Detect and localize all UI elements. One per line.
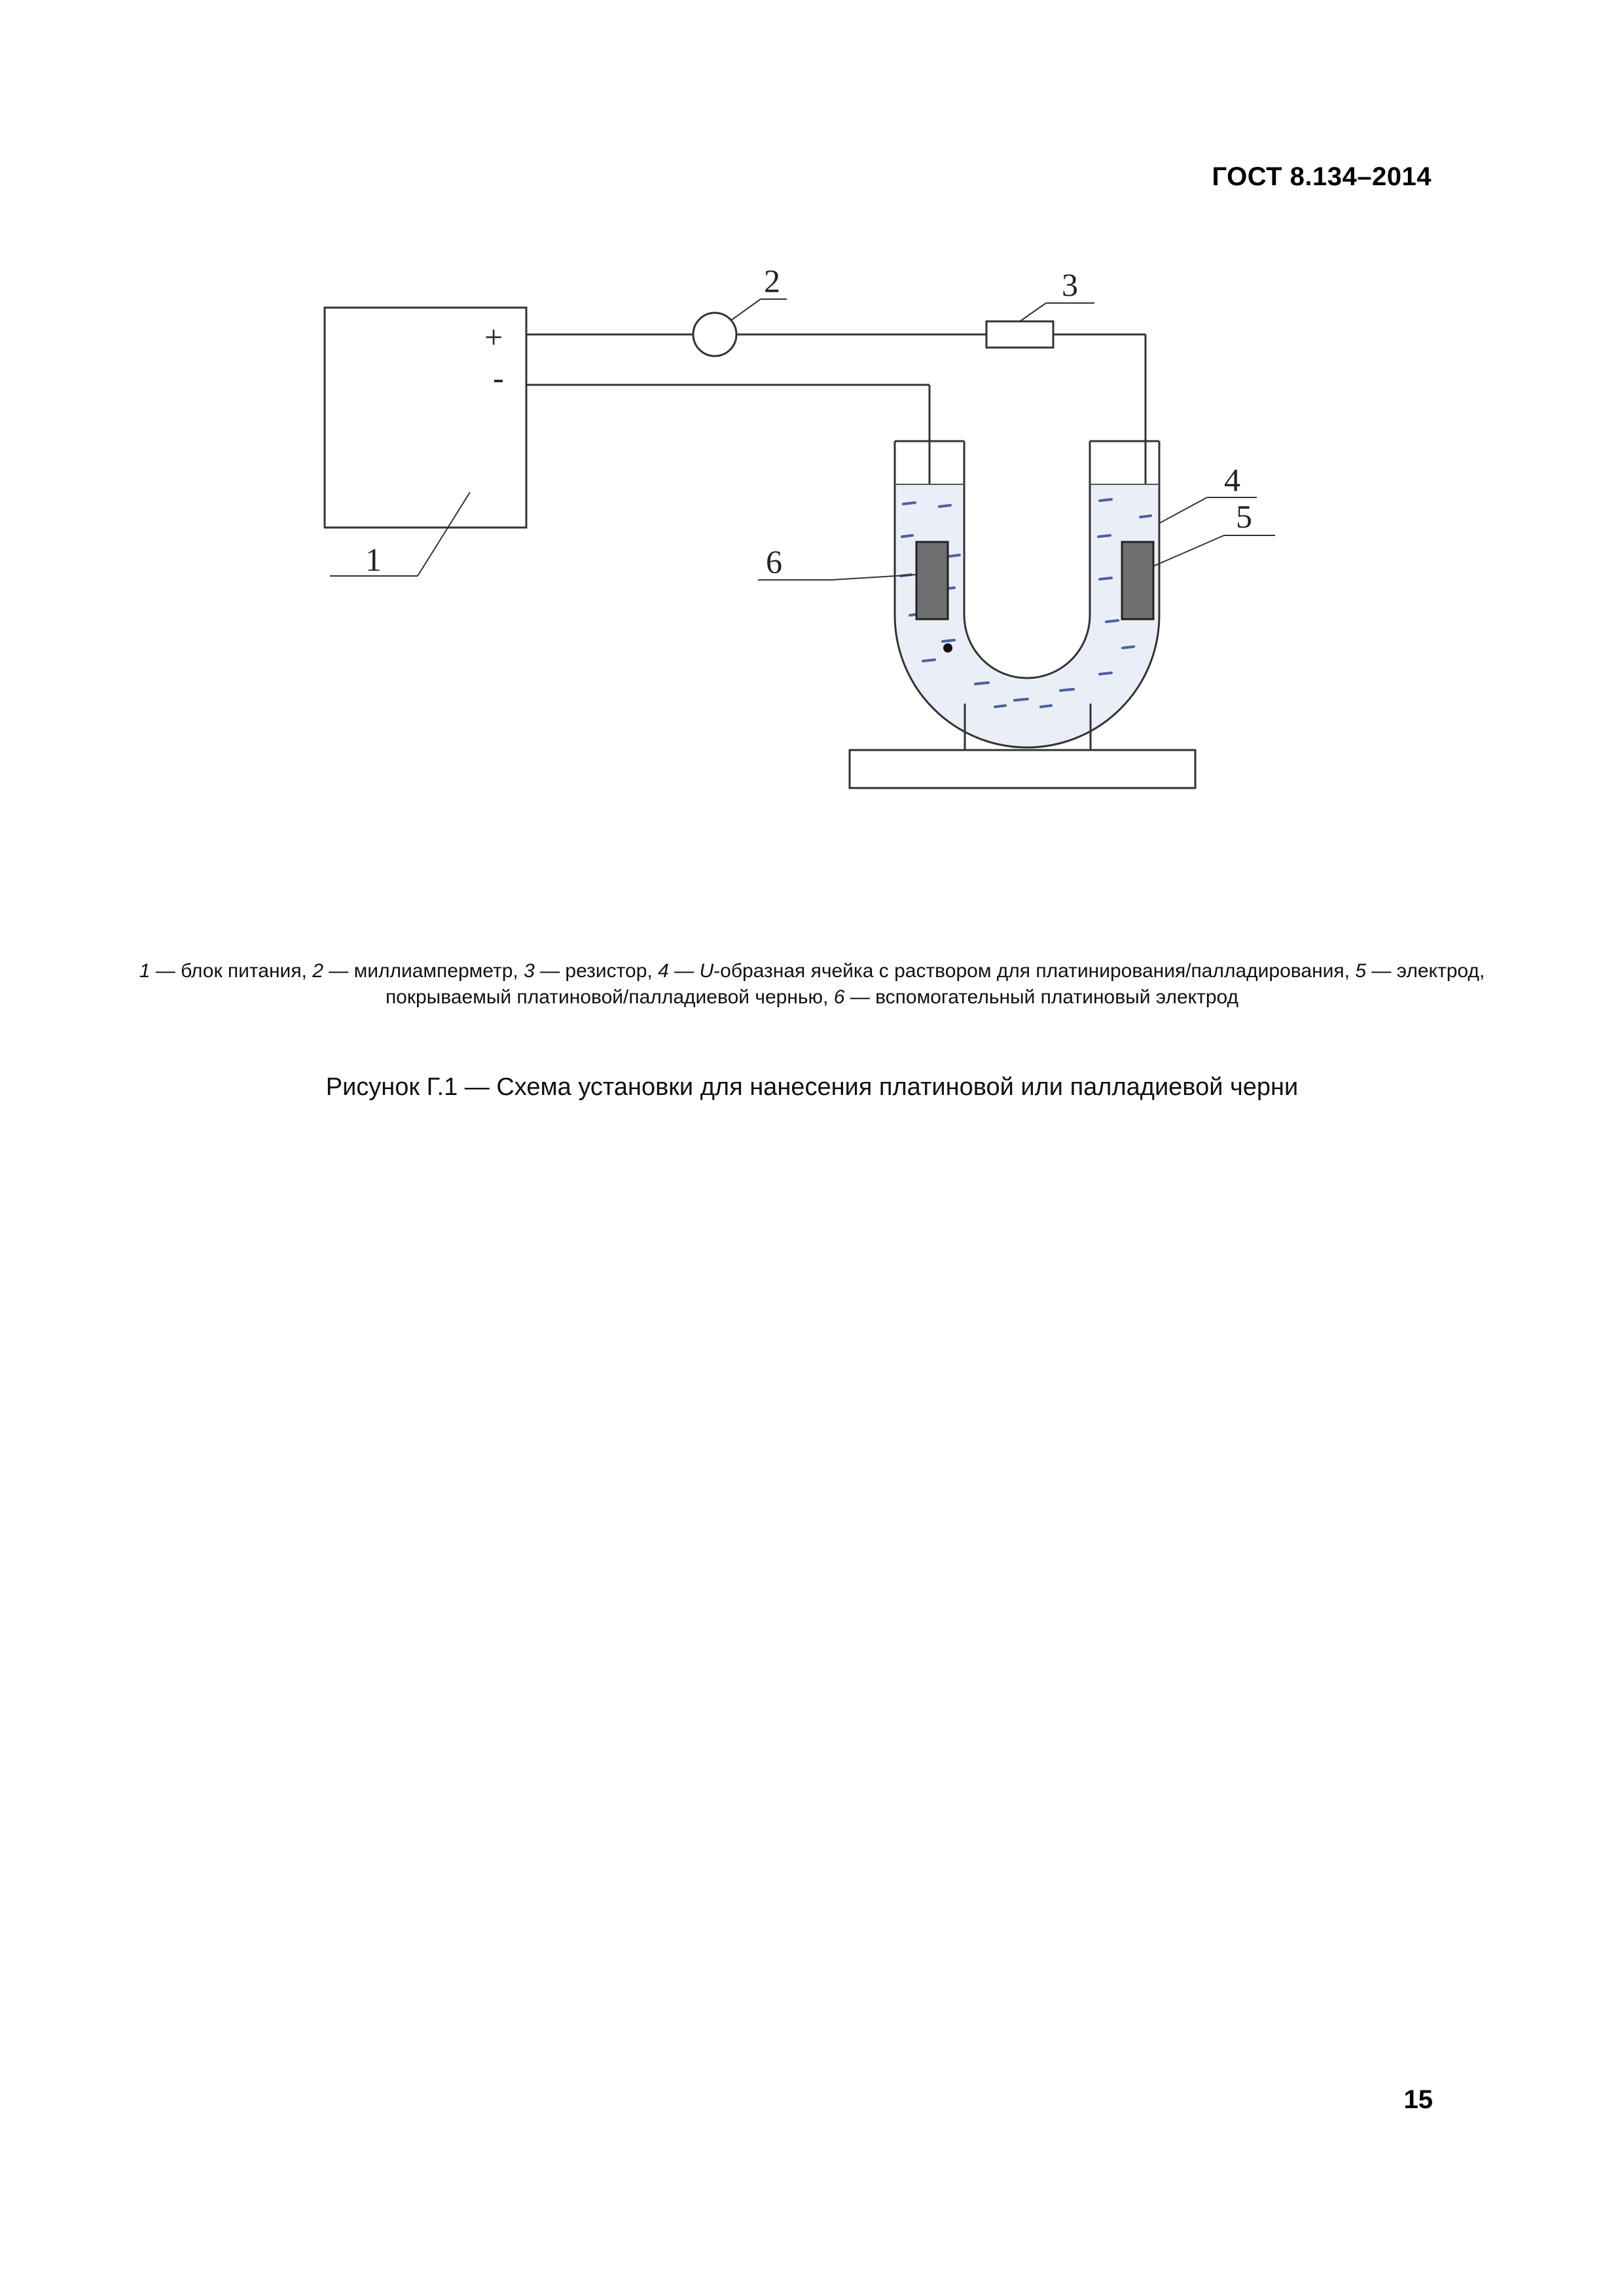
plus-terminal-label: + (484, 319, 503, 355)
legend-text: — блок питания, (150, 960, 313, 982)
legend-text: — резистор, (534, 960, 659, 982)
legend-num: 5 (1355, 960, 1367, 982)
callout-4-leader (1159, 497, 1207, 524)
resistor (986, 321, 1053, 348)
callout-2-leader (731, 299, 761, 321)
legend-text: -образная ячейка с раствором для платинирования/палладирования, (713, 960, 1356, 982)
legend-text: — миллиамперметр, (323, 960, 524, 982)
page-number: 15 (1403, 2085, 1433, 2114)
callout-5-label: 5 (1236, 498, 1252, 535)
legend-num: 6 (833, 986, 845, 1008)
figure-caption: Рисунок Г.1 — Схема установки для нанесения платиновой или палладиевой черни (325, 1073, 1299, 1101)
minus-terminal-label: - (493, 359, 504, 396)
legend-num: 2 (312, 960, 323, 982)
legend-text: — электрод, покрываемый платиновой/палладиевой чернью, (385, 960, 1485, 1008)
callout-1-leader (418, 492, 470, 576)
callout-3-leader (1020, 303, 1046, 321)
working-electrode (1122, 542, 1153, 619)
callout-1-label: 1 (365, 541, 382, 578)
legend-num: 1 (139, 960, 151, 982)
legend-num: 4 (658, 960, 669, 982)
callout-6-label: 6 (766, 543, 782, 580)
document-id-header: ГОСТ 8.134–2014 (1212, 162, 1432, 191)
stand-base (850, 750, 1195, 788)
legend-num: 3 (524, 960, 535, 982)
stir-bar-dot (943, 643, 952, 653)
setup-diagram (249, 249, 1348, 825)
milliammeter (693, 313, 736, 356)
callout-2-label: 2 (764, 262, 780, 299)
callout-5-leader (1153, 535, 1224, 566)
callout-4-label: 4 (1224, 461, 1240, 498)
legend-text: — (668, 960, 700, 982)
callout-3-label: 3 (1062, 266, 1078, 303)
legend-num: U (699, 960, 714, 982)
auxiliary-platinum-electrode (916, 542, 948, 619)
setup-diagram-svg (249, 249, 1348, 825)
figure-legend (131, 958, 1493, 1011)
legend-text: — вспомогательный платиновый электрод (844, 986, 1239, 1008)
u-cell-inner-wall (964, 441, 1090, 678)
